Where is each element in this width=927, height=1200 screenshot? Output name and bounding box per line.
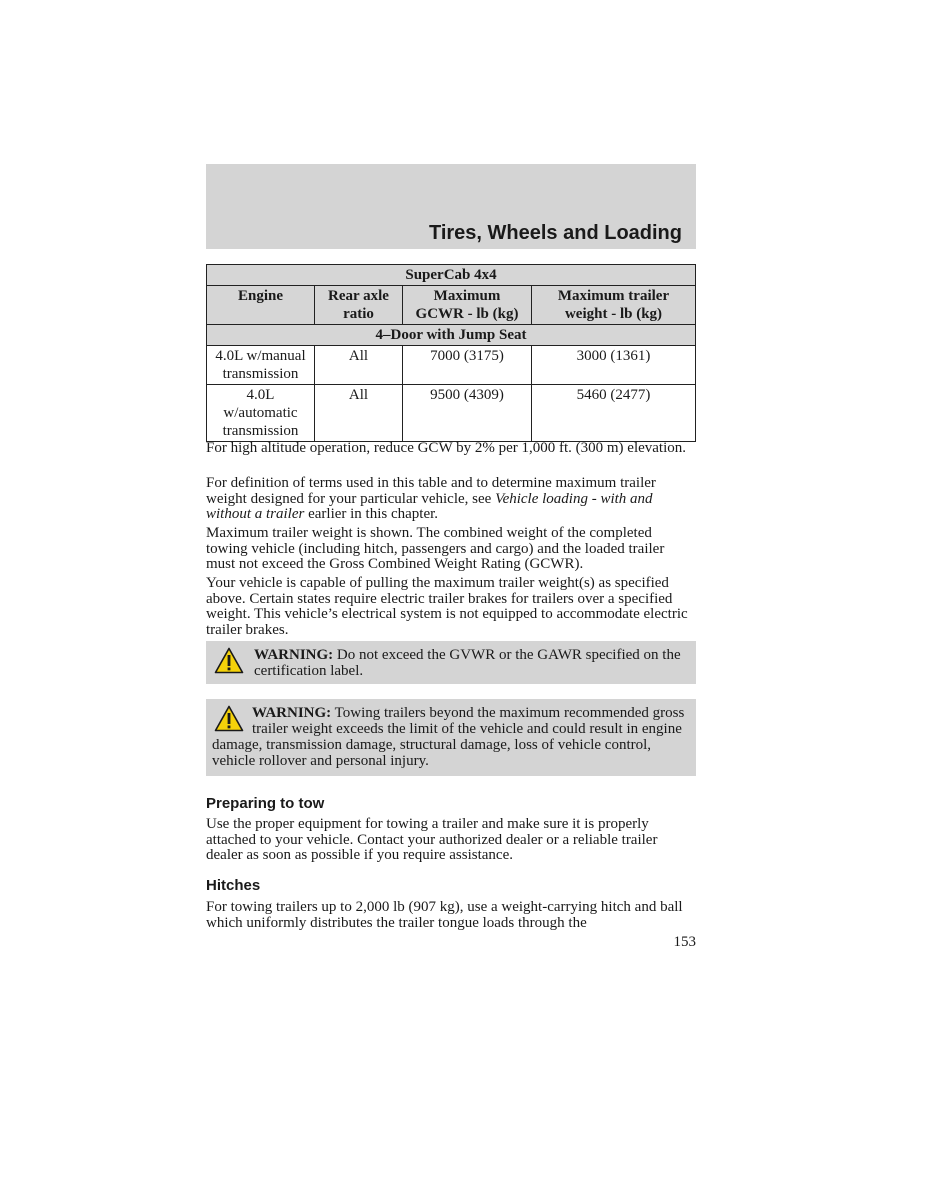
engine-line: 4.0L w/manual: [215, 348, 306, 364]
definition-note: [206, 476, 696, 523]
ratio-cell: All: [315, 385, 403, 442]
engine-line: 4.0L: [246, 387, 275, 403]
engine-cell: [207, 346, 315, 385]
altitude-note: [206, 441, 696, 457]
paragraph: Your vehicle is capable of pulling the maximum trailer weight(s) as specified above. Certain states require electric trailer brakes for trailers over a specified weight. This vehicle’s electrical system is not equipped to accommodate electric trailer brakes.: [206, 575, 688, 638]
warning-label: WARNING:: [252, 705, 332, 721]
column-header-line: Engine: [237, 288, 283, 304]
table-row: [207, 346, 696, 385]
engine-line: transmission: [222, 366, 299, 382]
column-header-ratio: [315, 286, 403, 325]
warning-box: [206, 641, 696, 684]
hitches-text: [206, 900, 696, 931]
paragraph-text: earlier in this chapter.: [304, 506, 439, 522]
warning-label: WARNING:: [254, 647, 334, 663]
table-subheader: 4–Door with Jump Seat: [207, 325, 696, 346]
table-row: [207, 385, 696, 442]
chapter-title: Tires, Wheels and Loading: [428, 222, 682, 244]
column-header-engine: [207, 286, 315, 325]
column-header-line: Maximum: [433, 288, 501, 304]
preparing-text: [206, 817, 696, 864]
paragraph-text: For definition of terms used in this table and to determine maximum trailer weight designed for your particular vehicle, see: [206, 475, 656, 507]
warning-text: [206, 699, 696, 775]
column-header-line: weight - lb (kg): [564, 306, 663, 322]
engine-line: w/automatic: [223, 405, 298, 421]
column-header-line: Rear axle: [328, 288, 389, 304]
column-header-gcwr: [403, 286, 532, 325]
trailer-weight-cell: 3000 (1361): [532, 346, 696, 385]
warning-body: Do not exceed the GVWR or the GAWR specified on the certification label.: [254, 647, 681, 679]
page-number: 153: [673, 934, 696, 950]
max-weight-note: [206, 526, 696, 573]
trailer-brakes-note: [206, 576, 696, 638]
section-heading-hitches: Hitches: [206, 877, 261, 894]
paragraph: For towing trailers up to 2,000 lb (907 kg), use a weight-carrying hitch and ball which uniformly distributes the trailer tongue loads through the: [206, 899, 683, 931]
column-header-line: ratio: [343, 306, 374, 322]
ratio-cell: All: [315, 346, 403, 385]
cross-reference-link: Vehicle loading - with and without a trailer: [206, 490, 653, 522]
paragraph: Use the proper equipment for towing a trailer and make sure it is properly attached to your vehicle. Contact your authorized dealer or a reliable trailer dealer as soon as possible if you require assistance.: [206, 816, 658, 863]
warning-body: Towing trailers beyond the maximum recommended gross trailer weight exceeds the limit of the vehicle and could result in engine damage, transmission damage, structural damage, loss of vehicle control, vehicle rollover and personal injury.: [212, 705, 685, 769]
engine-cell: [207, 385, 315, 442]
gcwr-cell: 9500 (4309): [403, 385, 532, 442]
column-header-line: GCWR - lb (kg): [415, 306, 519, 322]
paragraph: Maximum trailer weight is shown. The combined weight of the completed towing vehicle (including hitch, passengers and cargo) and the loaded trailer must not exceed the Gross Combined Weight Rating (GCWR).: [206, 525, 665, 572]
warning-triangle-icon: [214, 647, 244, 674]
section-heading-preparing: Preparing to tow: [206, 795, 325, 812]
engine-line: transmission: [222, 423, 299, 439]
column-header-trailer: [532, 286, 696, 325]
paragraph: For high altitude operation, reduce GCW by 2% per 1,000 ft. (300 m) elevation.: [206, 440, 687, 456]
gcwr-cell: 7000 (3175): [403, 346, 532, 385]
trailer-weight-cell: 5460 (2477): [532, 385, 696, 442]
table-title: SuperCab 4x4: [207, 265, 696, 286]
towing-spec-table: [206, 264, 696, 442]
warning-box: [206, 699, 696, 776]
paragraph: [206, 476, 696, 523]
column-header-line: Maximum trailer: [557, 288, 670, 304]
warning-text: [206, 641, 696, 685]
warning-triangle-icon: [214, 705, 244, 732]
chapter-header-band: [206, 164, 696, 249]
